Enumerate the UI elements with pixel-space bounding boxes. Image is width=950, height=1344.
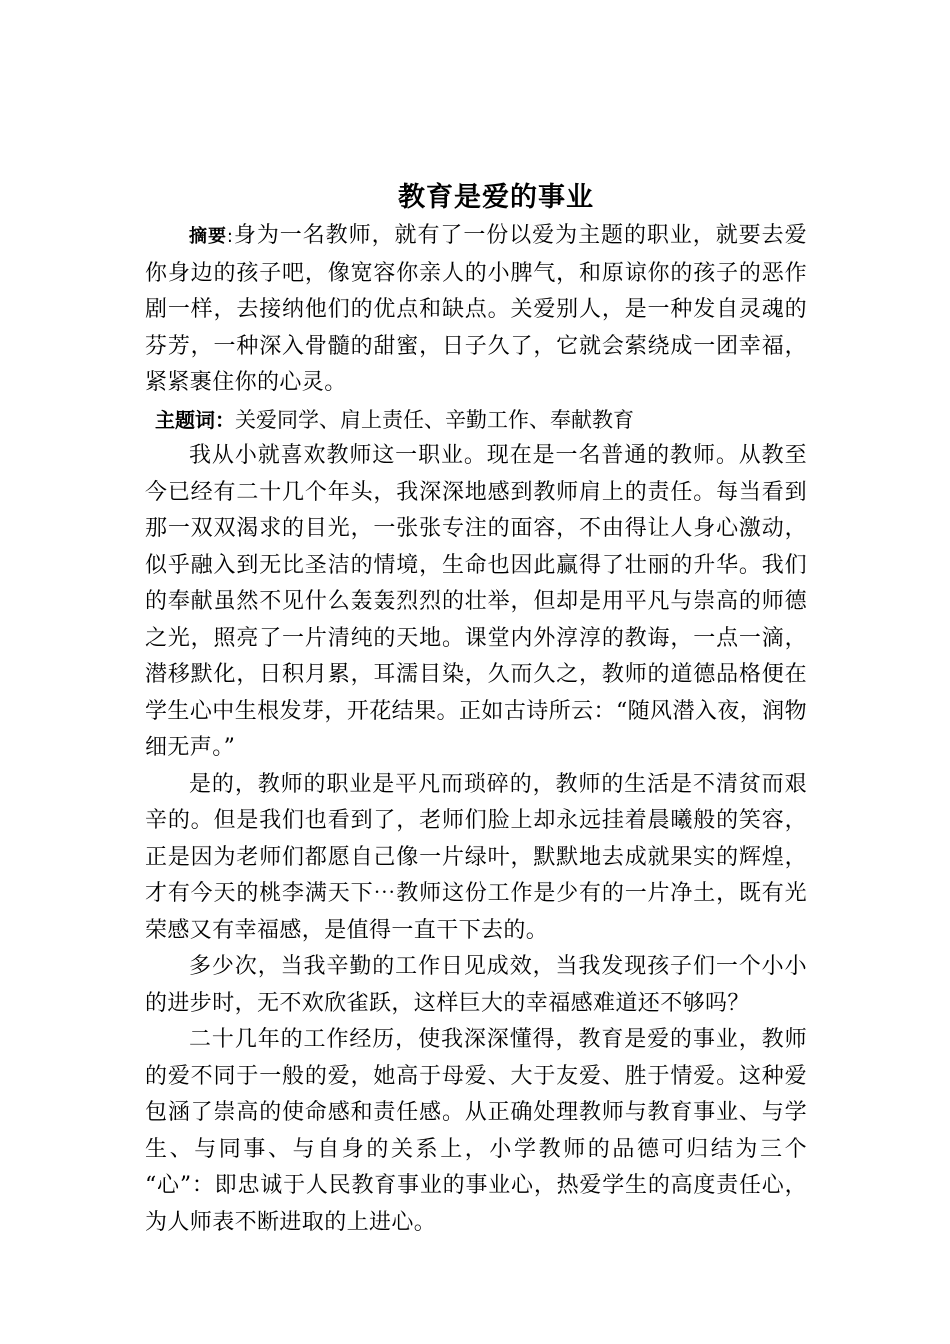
abstract-colon: :	[226, 226, 234, 247]
document-body	[145, 178, 807, 1241]
abstract-text: 身为一名教师，就有了一份以爱为主题的职业，就要去爱你身边的孩子吧，像宽容你亲人的小脾气，和原谅你的孩子的恶作剧一样，去接纳他们的优点和缺点。关爱别人，是一种发自灵魂的芬芳，一种深入骨髓的甜蜜，日子久了，它就会萦绕成一团幸福，紧紧裹住你的心灵。	[145, 223, 807, 395]
body-paragraph-2: 是的，教师的职业是平凡而琐碎的，教师的生活是不清贫而艰辛的。但是我们也看到了，老师们脸上却永远挂着晨曦般的笑容，正是因为老师们都愿自己像一片绿叶，默默地去成就果实的辉煌，才有今天的桃李满天下⋯教师这份工作是少有的一片净土，既有光荣感又有幸福感，是值得一直干下去的。	[145, 771, 807, 943]
body-paragraph-3: 多少次，当我辛勤的工作日见成效，当我发现孩子们一个小小的进步时，无不欢欣雀跃，这样巨大的幸福感难道还不够吗？	[145, 954, 807, 1016]
keywords-text: 关爱同学、肩上责任、辛勤工作、奉献教育	[235, 407, 634, 432]
document-title: 教育是爱的事业	[398, 182, 594, 213]
body-paragraph-1: 我从小就喜欢教师这一职业。现在是一名普通的教师。从教至今已经有二十几个年头，我深深地感到教师肩上的责任。每当看到那一双双渴求的目光，一张张专注的面容，不由得让人身心激动，似乎融入到无比圣洁的情境，生命也因此赢得了壮丽的升华。我们的奉献虽然不见什么轰轰烈烈的壮举，但却是用平凡与崇高的师德之光，照亮了一片清纯的天地。课堂内外淳淳的教诲，一点一滴，潜移默化，日积月累，耳濡目染，久而久之，教师的道德品格便在学生心中生根发芽，开花结果。正如古诗所云：“随风潜入夜，润物细无声。”	[145, 443, 807, 760]
abstract-label: 摘要	[189, 226, 227, 247]
abstract-paragraph	[145, 218, 807, 402]
body-paragraph-4: 二十几年的工作经历，使我深深懂得，教育是爱的事业，教师的爱不同于一般的爱，她高于母爱、大于友爱、胜于情爱。这种爱包涵了崇高的使命感和责任感。从正确处理教师与教育事业、与学生、与同事、与自身的关系上，小学教师的品德可归结为三个 “心”：即忠诚于人民教育事业的事业心，热爱学生的高度责任心，为人师表不断进取的上进心。	[145, 1027, 807, 1235]
keywords-label: 主题词：	[155, 407, 235, 432]
keywords-line	[145, 402, 807, 439]
